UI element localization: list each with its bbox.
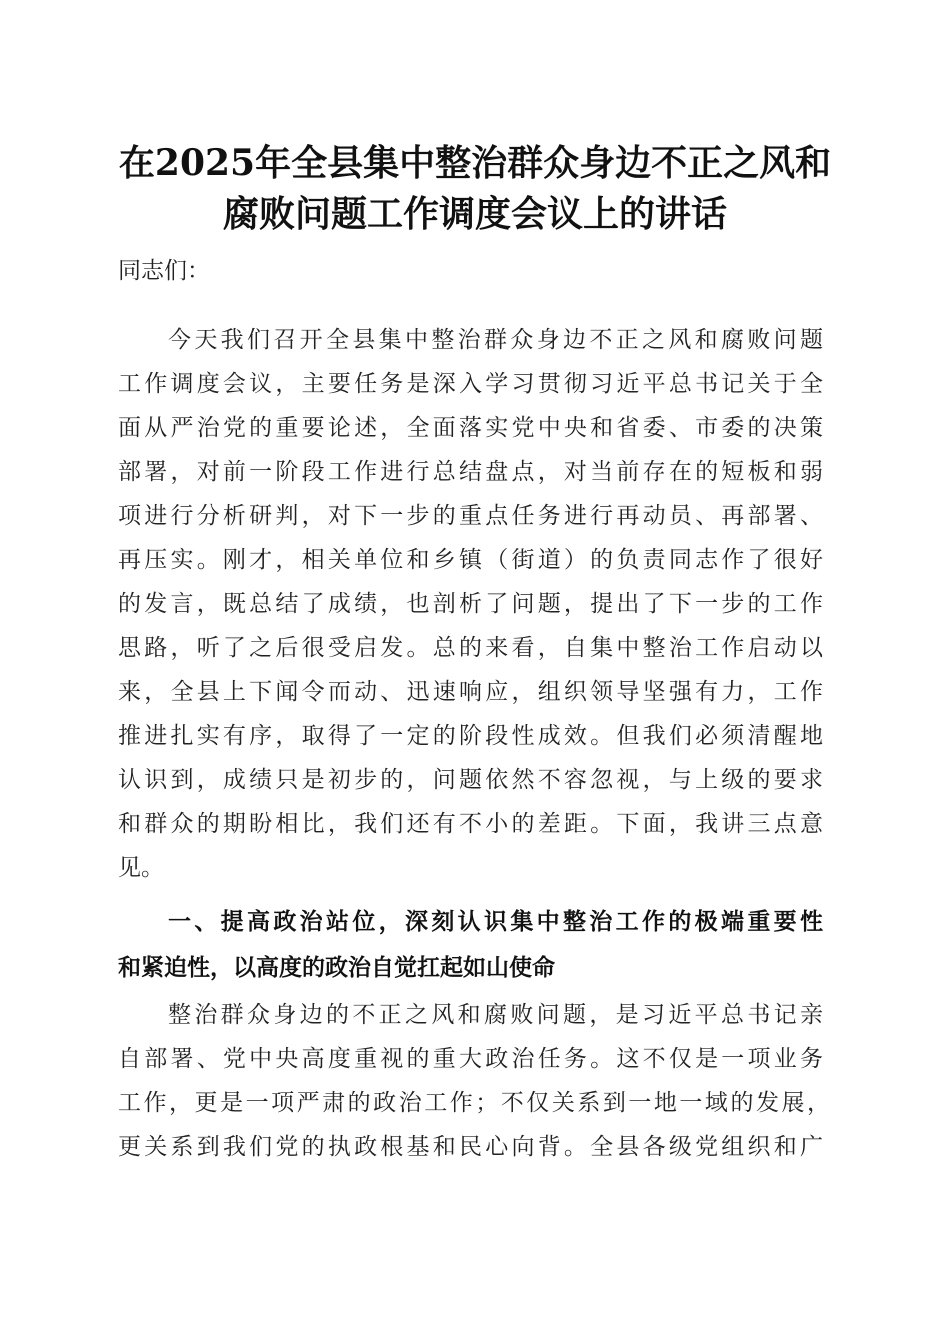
paragraph-1-line-13: 见。: [118, 855, 164, 881]
paragraph-1-line-5: 项进行分析研判，对下一步的重点任务进行再动员、再部署、: [118, 503, 823, 529]
paragraph-1-line-1: 今天我们召开全县集中整治群众身边不正之风和腐败问题: [168, 327, 823, 353]
paragraph-1-line-7: 的发言，既总结了成绩，也剖析了问题，提出了下一步的工作: [118, 591, 823, 617]
paragraph-1-line-10: 推进扎实有序，取得了一定的阶段性成效。但我们必须清醒地: [118, 723, 823, 749]
paragraph-1-line-3: 面从严治党的重要论述，全面落实党中央和省委、市委的决策: [118, 415, 823, 441]
paragraph-1-line-6: 再压实。刚才，相关单位和乡镇（街道）的负责同志作了很好: [118, 547, 823, 573]
paragraph-1-line-4: 部署，对前一阶段工作进行总结盘点，对当前存在的短板和弱: [118, 459, 823, 485]
paragraph-1-line-9: 来，全县上下闻令而动、迅速响应，组织领导坚强有力，工作: [118, 679, 823, 705]
paragraph-2-line-4: 更关系到我们党的执政根基和民心向背。全县各级党组织和广: [118, 1134, 823, 1160]
paragraph-2-line-2: 自部署、党中央高度重视的重大政治任务。这不仅是一项业务: [118, 1046, 823, 1072]
paragraph-2-line-3: 工作，更是一项严肃的政治工作；不仅关系到一地一域的发展，: [118, 1090, 830, 1116]
title-line-2: 腐败问题工作调度会议上的讲话: [222, 193, 727, 235]
paragraph-2-line-1: 整治群众身边的不正之风和腐败问题，是习近平总书记亲: [168, 1002, 823, 1028]
section-heading-1-line-2: 和紧迫性，以高度的政治自觉扛起如山使命: [118, 955, 555, 981]
section-heading-1-line-1: 一、提高政治站位，深刻认识集中整治工作的极端重要性: [168, 909, 823, 935]
paragraph-1-line-12: 和群众的期盼相比，我们还有不小的差距。下面，我讲三点意: [118, 811, 823, 837]
paragraph-1-line-11: 认识到，成绩只是初步的，问题依然不容忽视，与上级的要求: [118, 767, 823, 793]
paragraph-1-line-8: 思路，听了之后很受启发。总的来看，自集中整治工作启动以: [118, 635, 823, 661]
title-line-1: 在2025年全县集中整治群众身边不正之风和: [118, 142, 832, 184]
salutation: 同志们：: [118, 258, 210, 284]
document-title: [100, 138, 850, 240]
paragraph-1-line-2: 工作调度会议，主要任务是深入学习贯彻习近平总书记关于全: [118, 371, 823, 397]
